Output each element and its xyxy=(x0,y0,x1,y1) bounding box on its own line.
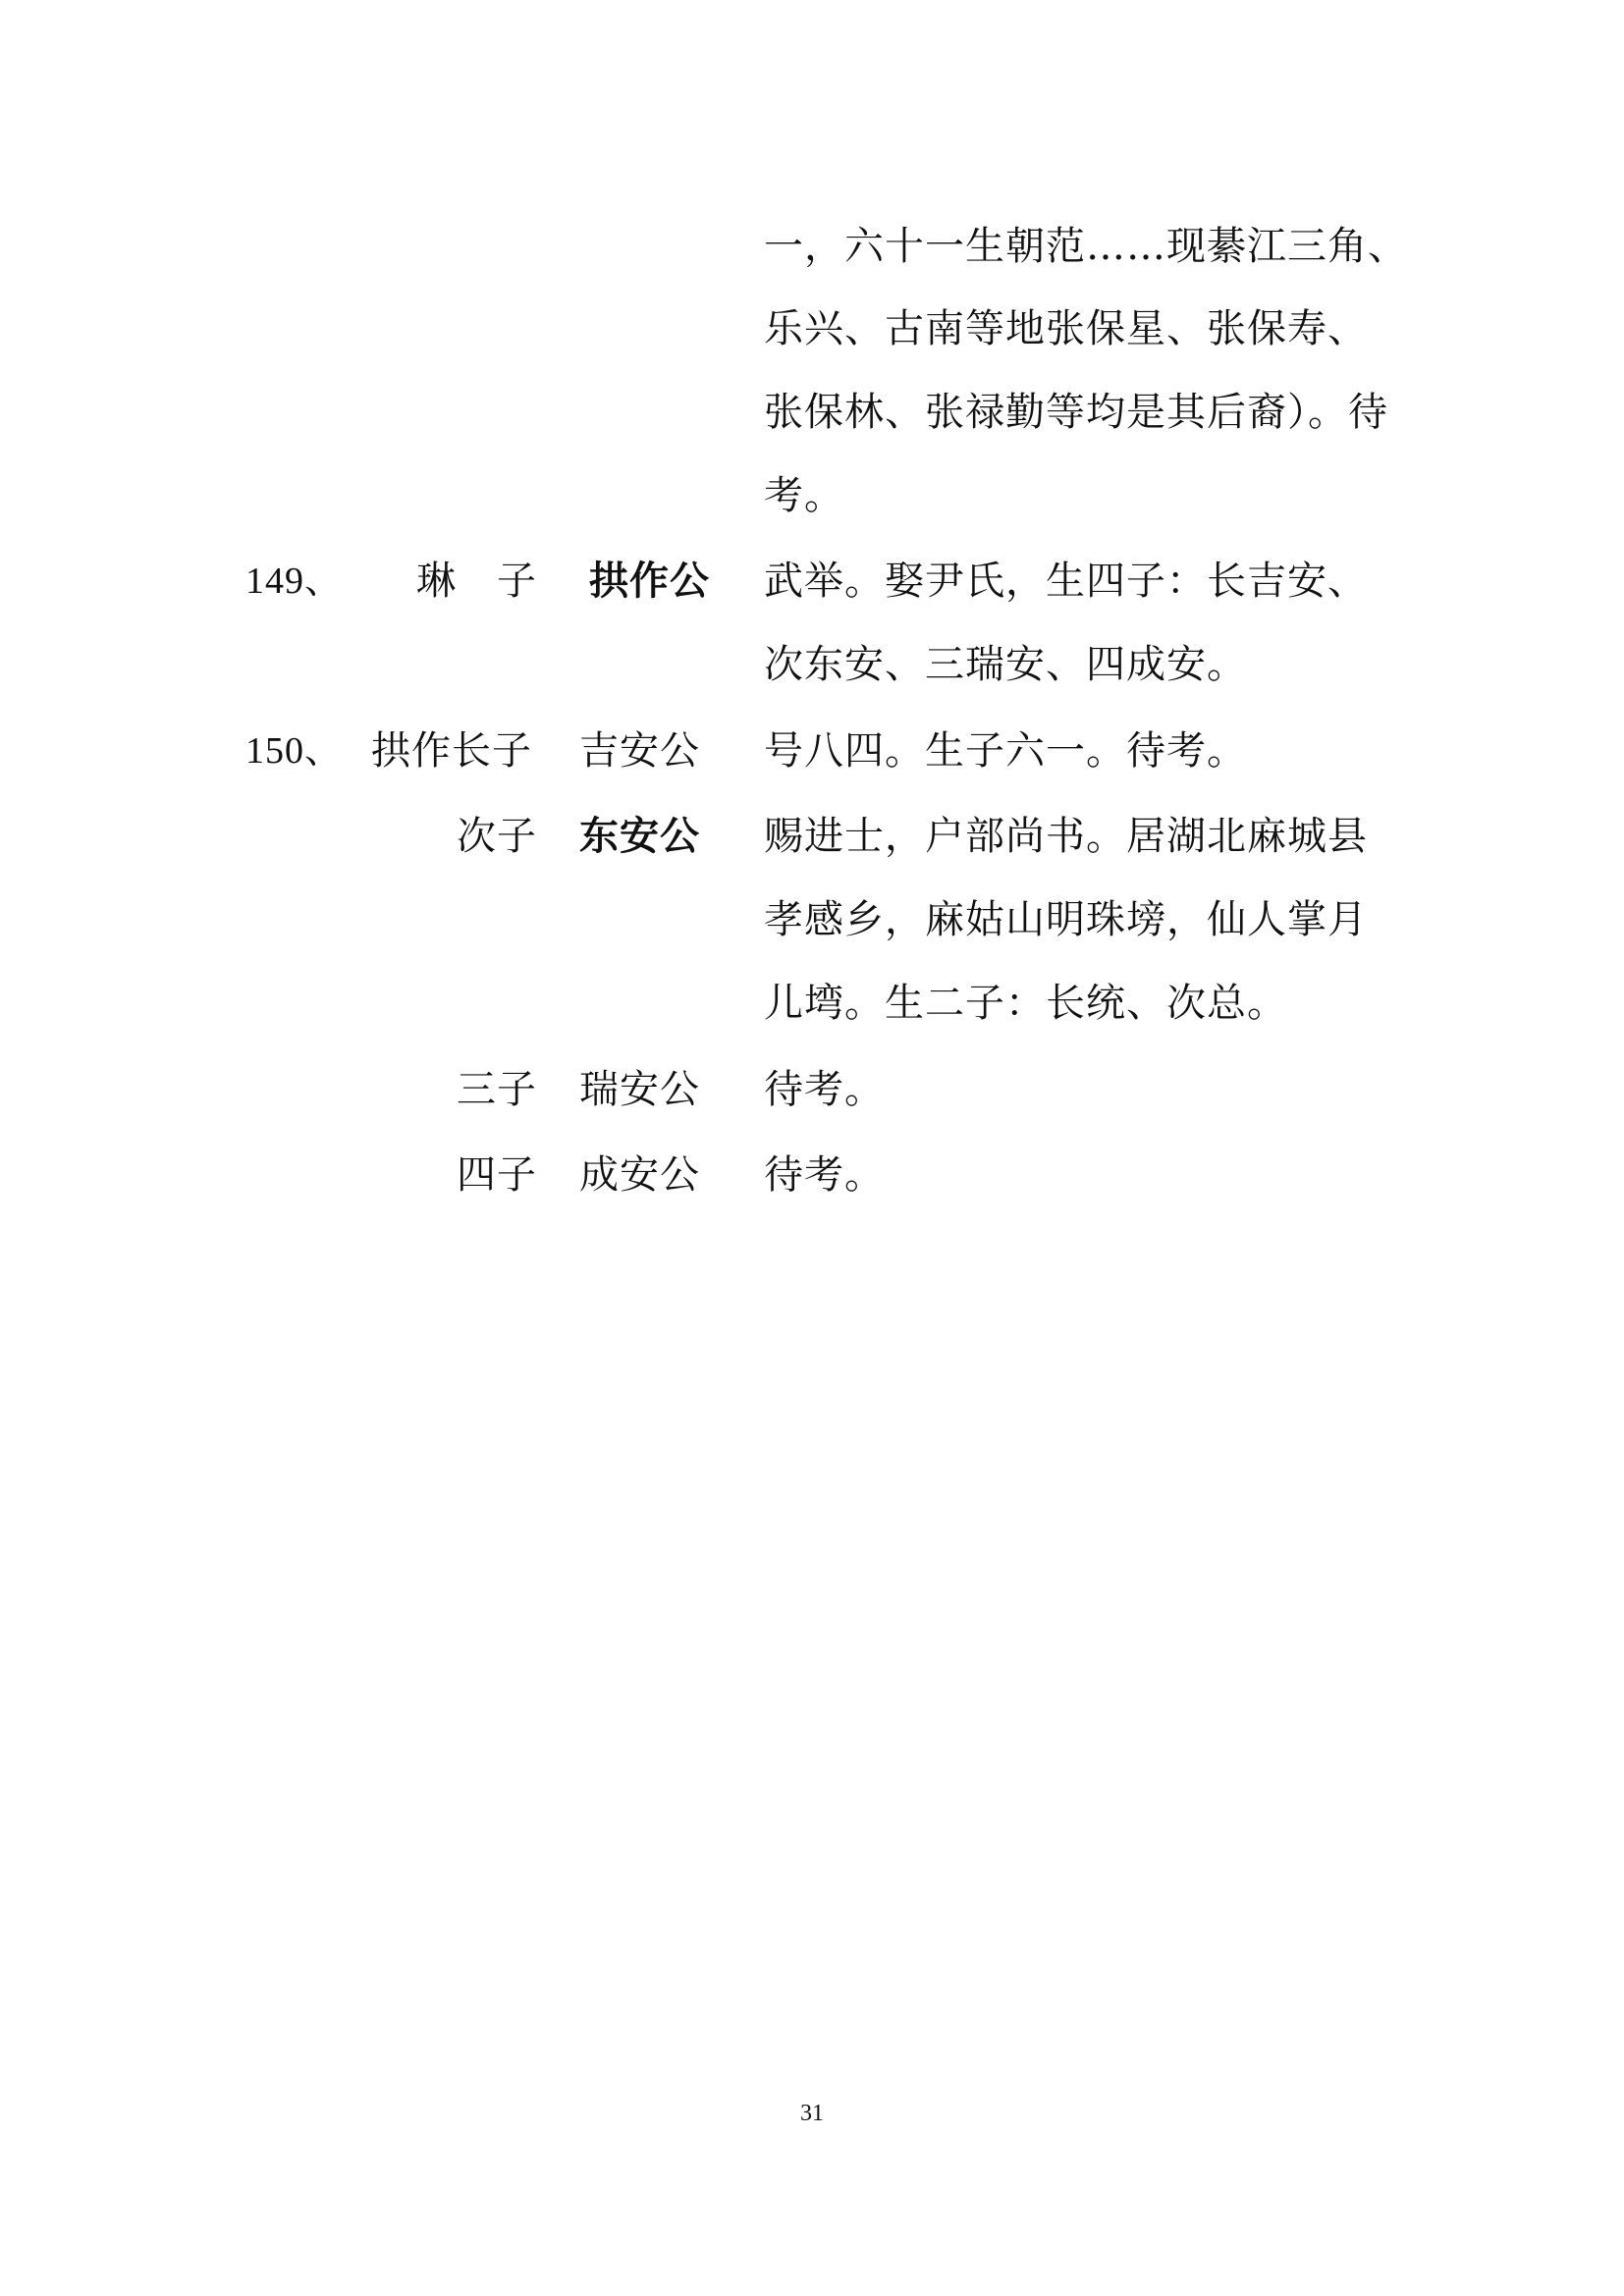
continuation-line-2: 乐兴、古南等地张保星、张保寿、 xyxy=(764,306,1368,351)
entry-chengan-text-line-1: 待考。 xyxy=(764,1152,885,1198)
entry-dongan-text-line-3: 儿塆。生二子：长统、次总。 xyxy=(764,981,1287,1026)
entry-dongan-text-line-2: 孝感乡，麻姑山明珠塝，仙人掌月 xyxy=(764,897,1368,942)
entry-150-number: 150、 xyxy=(245,730,344,772)
entry-ruian-relation: 三子 xyxy=(457,1067,537,1112)
entry-150-text-line-1: 号八四。生子六一。待考。 xyxy=(764,728,1247,774)
continuation-line-1: 一，六十一生朝范……现綦江三角、 xyxy=(764,224,1408,269)
entry-150-relation: 拱作长子 xyxy=(371,728,532,774)
entry-dongan-name: 东安公 xyxy=(579,814,700,859)
continuation-line-3: 张保林、张禄勤等均是其后裔）。待 xyxy=(764,390,1388,435)
entry-149-text-line-1: 武举。娶尹氏，生四子：长吉安、 xyxy=(764,559,1368,604)
entry-ruian-text-line-1: 待考。 xyxy=(764,1067,885,1112)
continuation-line-4: 考。 xyxy=(764,473,844,518)
entry-149-text-line-2: 次东安、三瑞安、四成安。 xyxy=(764,642,1247,687)
page-number: 31 xyxy=(800,2101,824,2126)
entry-chengan-name: 成安公 xyxy=(579,1152,700,1198)
entry-150-name: 吉安公 xyxy=(579,728,700,774)
entry-149-number: 149、 xyxy=(245,561,344,602)
entry-chengan-relation: 四子 xyxy=(457,1152,537,1198)
entry-149-relation: 琳 子 xyxy=(416,559,537,604)
entry-149-name: 拱作公 xyxy=(589,559,710,604)
entry-dongan-relation: 次子 xyxy=(457,814,537,859)
entry-ruian-name: 瑞安公 xyxy=(579,1067,700,1112)
entry-dongan-text-line-1: 赐进士，户部尚书。居湖北麻城县 xyxy=(764,814,1368,859)
